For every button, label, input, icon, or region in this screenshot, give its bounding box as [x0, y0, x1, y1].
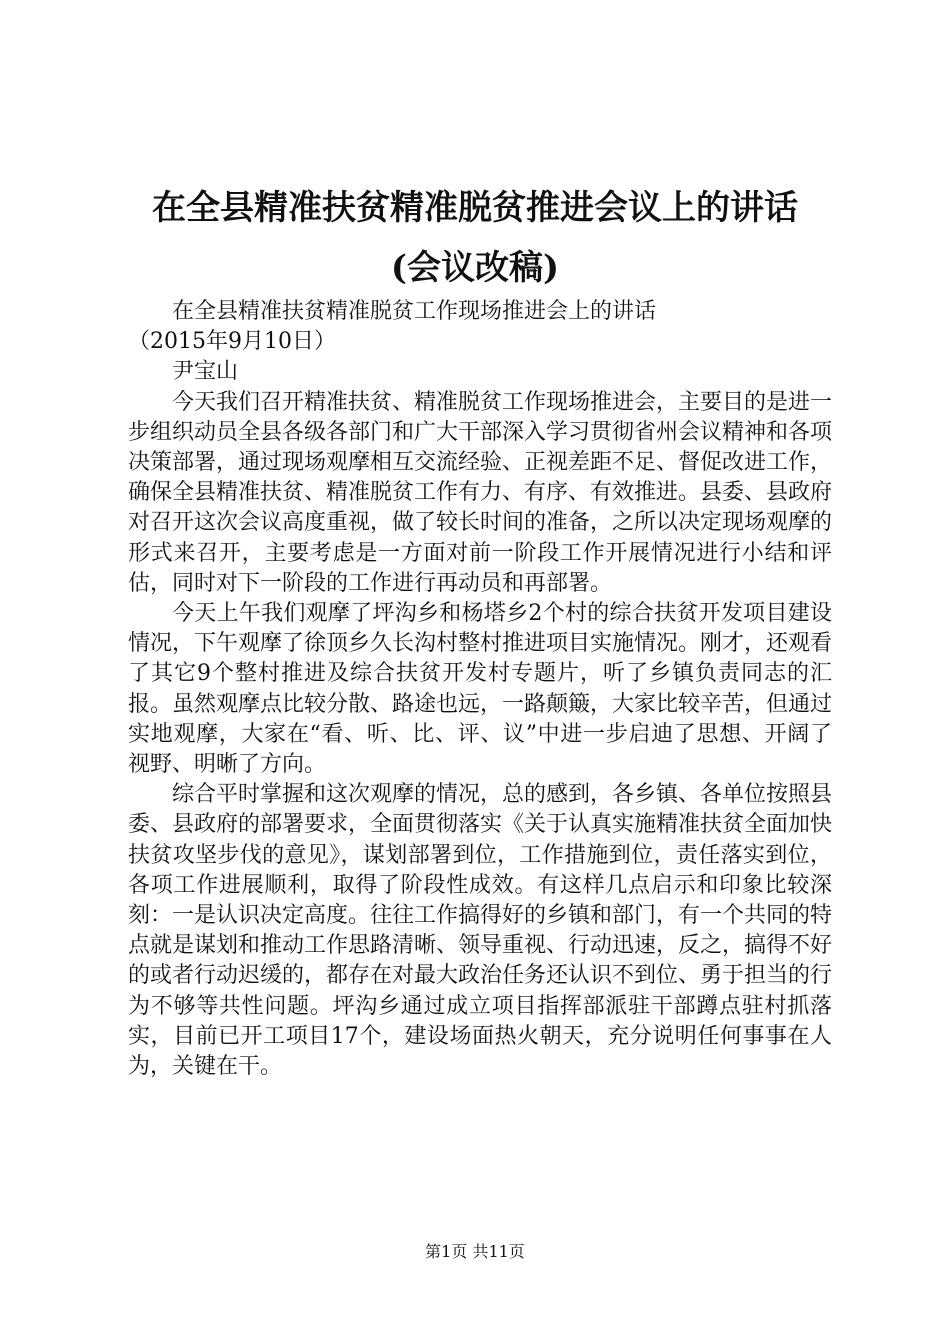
speech-subtitle: 在全县精准扶贫精准脱贫工作现场推进会上的讲话 — [172, 299, 657, 324]
document-title: 在全县精准扶贫精准脱贫推进会议上的讲话 — [152, 188, 798, 228]
speech-author: 尹宝山 — [172, 359, 239, 385]
body-paragraph: 综合平时掌握和这次观摩的情况，总的感到，各乡镇、各单位按照县委、县政府的部署要求，全面贯彻落实《关于认真实施精准扶贫全面加快扶贫攻坚步伐的意见》，谋划部署到位，工作措施到位，责任落实到位，各项工作进展顺利，取得了阶段性成效。有这样几点启示和印象比较深刻：一是认识决定高度。往往工作搞得好的乡镇和部门，有一个共同的特点就是谋划和推动工作思路清晰、领导重视、行动迅速，反之，搞得不好的或者行动迟缓的，都存在对最大政治任务还认识不到位、勇于担当的行为不够等共性问题。坪沟乡通过成立项目指挥部派驻干部蹲点驻村抓落实，目前已开工项目17个，建设场面热火朝天，充分说明任何事事在人为，关键在干。 — [128, 782, 833, 1080]
speech-date: （2015年9月10日） — [128, 329, 336, 355]
body-paragraph: 今天上午我们观摩了坪沟乡和杨塔乡2个村的综合扶贫开发项目建设情况，下午观摩了徐顶乡久长沟村整村推进项目实施情况。刚才，还观看了其它9个整村推进及综合扶贫开发村专题片，听了乡镇负责同志的汇报。虽然观摩点比较分散、路途也远，一路颠簸，大家比较辛苦，但通过实地观摩，大家在“看、听、比、评、议”中进一步启迪了思想、开阔了视野、明晰了方向。 — [128, 601, 833, 778]
document-body — [128, 297, 832, 1082]
document-title-note: (会议改稿) — [390, 248, 560, 288]
page-footer: 第1页 共11页 — [425, 1242, 525, 1261]
body-paragraph: 今天我们召开精准扶贫、精准脱贫工作现场推进会，主要目的是进一步组织动员全县各级各部门和广大干部深入学习贯彻省州会议精神和各项决策部署，通过现场观摩相互交流经验、正视差距不足、督促改进工作，确保全县精准扶贫、精准脱贫工作有力、有序、有效推进。县委、县政府对召开这次会议高度重视，做了较长时间的准备，之所以决定现场观摩的形式来召开，主要考虑是一方面对前一阶段工作开展情况进行小结和评估，同时对下一阶段的工作进行再动员和再部署。 — [128, 389, 833, 596]
